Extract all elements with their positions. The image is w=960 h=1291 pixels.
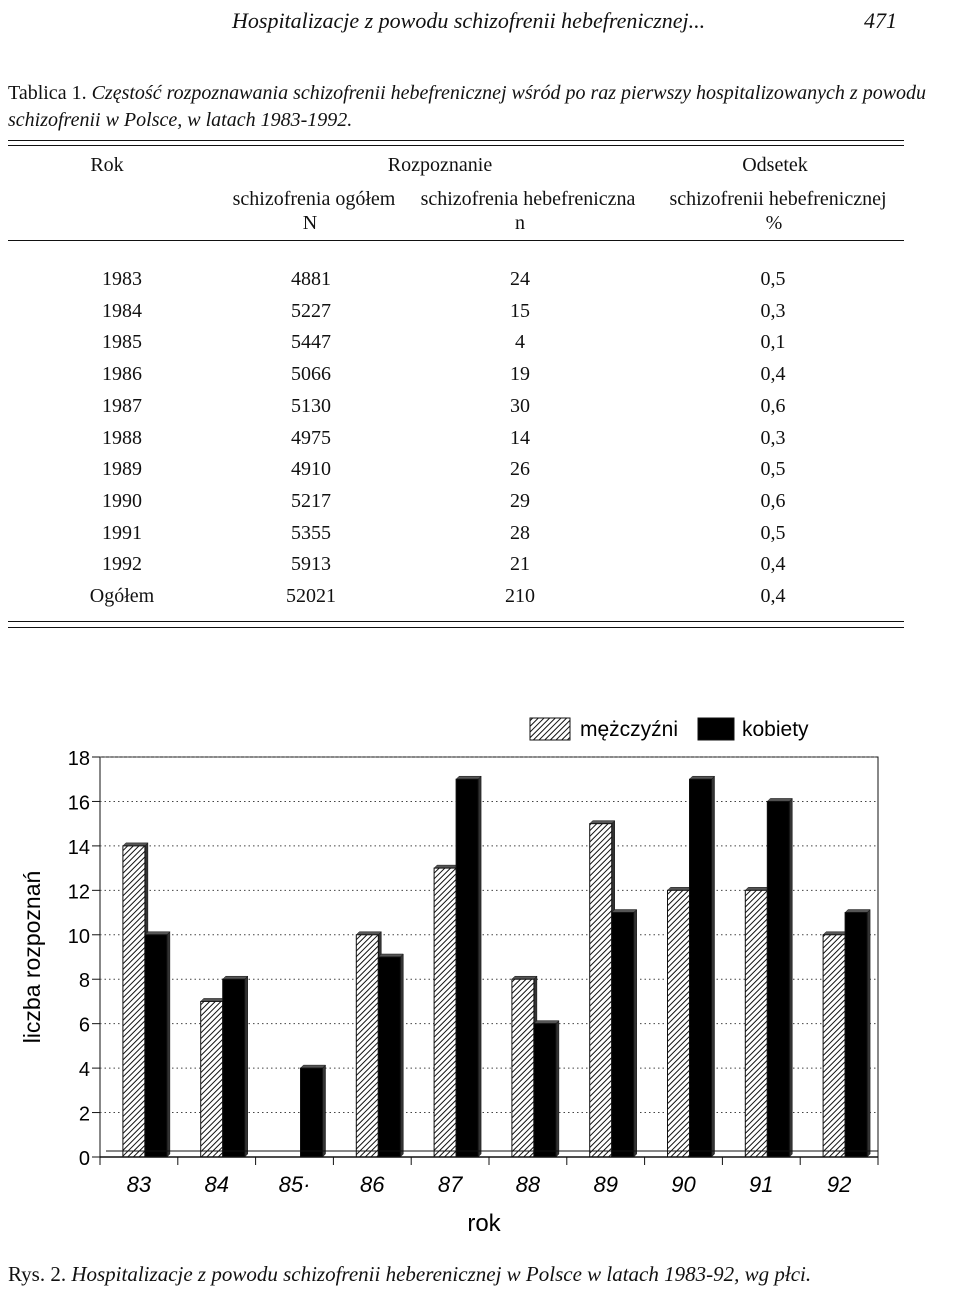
header-diagnosis-group: Rozpoznanie <box>387 154 493 176</box>
cell-hebe: 28 <box>510 521 530 544</box>
figure-label: Rys. 2. <box>8 1262 67 1286</box>
bar-women <box>845 913 867 1157</box>
cell-hebe: 14 <box>510 426 530 449</box>
cell-year: 1985 <box>102 331 142 354</box>
y-tick-label: 4 <box>78 1059 90 1082</box>
bar-men <box>201 1001 223 1157</box>
cell-year: 1983 <box>102 268 142 290</box>
bar-women <box>612 913 634 1157</box>
table-row <box>0 458 960 489</box>
header-hebe-symbol: n <box>515 212 525 234</box>
x-tick-label: 84 <box>204 1172 229 1197</box>
legend-label-women: kobiety <box>742 718 809 741</box>
cell-percent: 0,3 <box>760 299 786 322</box>
y-tick-label: 2 <box>78 1103 90 1126</box>
cell-percent: 0,5 <box>760 458 786 481</box>
cell-total: 5913 <box>291 553 331 576</box>
cell-percent: 0,5 <box>760 521 786 544</box>
cell-year: 1988 <box>102 426 142 449</box>
x-tick-label: 85· <box>278 1172 311 1197</box>
table-top-rule <box>8 140 904 141</box>
x-tick-label: 91 <box>749 1172 774 1197</box>
bar-men <box>356 935 378 1157</box>
table-row <box>0 268 960 299</box>
cell-year: 1989 <box>102 458 142 481</box>
table-bottom-rule-2 <box>8 627 904 628</box>
cell-hebe: 15 <box>510 299 530 322</box>
figure-caption-text: Hospitalizacje z powodu schizofrenii heberenicznej w Polsce w latach 1983-92, wg płci. <box>71 1262 812 1286</box>
legend-swatch-women <box>698 718 734 740</box>
cell-hebe: 210 <box>505 585 535 607</box>
x-axis-label: rok <box>467 1210 501 1237</box>
bar-women <box>223 979 245 1157</box>
bar-men <box>823 935 845 1157</box>
table-row <box>0 331 960 362</box>
cell-hebe: 26 <box>510 458 530 481</box>
legend-swatch-men <box>530 718 570 740</box>
y-tick-label: 18 <box>67 748 90 770</box>
bar-women <box>767 801 789 1157</box>
cell-hebe: 24 <box>510 268 530 290</box>
cell-year: 1990 <box>102 489 142 512</box>
y-tick-label: 6 <box>78 1014 90 1037</box>
y-tick-label: 12 <box>67 881 90 904</box>
header-year: Rok <box>90 154 124 176</box>
cell-total: 5217 <box>291 489 331 512</box>
bar-men <box>745 890 767 1157</box>
cell-year: 1992 <box>102 553 142 576</box>
y-tick-label: 8 <box>78 970 90 993</box>
cell-percent: 0,4 <box>760 363 786 386</box>
header-total: schizofrenia ogółem <box>232 188 396 210</box>
cell-total: 5227 <box>291 299 331 322</box>
running-title: Hospitalizacje z powodu schizofrenii hebefrenicznej... <box>232 8 706 33</box>
cell-year: 1984 <box>102 299 142 322</box>
bar-men <box>512 979 534 1157</box>
legend-label-men: mężczyźni <box>580 718 679 741</box>
y-tick-label: 0 <box>78 1148 90 1170</box>
cell-hebe: 4 <box>515 331 525 354</box>
bar-women <box>690 779 712 1157</box>
cell-total: 5355 <box>291 521 331 544</box>
x-tick-label: 86 <box>360 1172 385 1197</box>
table-caption <box>8 80 938 134</box>
cell-percent: 0,6 <box>760 394 786 417</box>
cell-percent: 0,1 <box>760 331 786 354</box>
x-tick-label: 90 <box>671 1172 696 1197</box>
table-bottom-rule <box>8 621 904 622</box>
table-row <box>0 522 960 553</box>
cell-hebe: 29 <box>510 489 530 512</box>
bar-women <box>378 957 400 1157</box>
cell-total: 5447 <box>291 331 331 354</box>
cell-total: 5130 <box>291 394 331 417</box>
cell-hebe: 30 <box>510 394 530 417</box>
table-row <box>0 395 960 426</box>
page-number: 471 <box>864 8 897 33</box>
table-row <box>0 553 960 584</box>
table-row <box>0 363 960 394</box>
cell-hebe: 19 <box>510 363 530 386</box>
bar-women <box>534 1024 556 1157</box>
cell-total: 5066 <box>291 363 331 386</box>
cell-year: 1987 <box>102 394 142 417</box>
cell-total: 4975 <box>291 426 331 449</box>
cell-total: 4881 <box>291 268 331 290</box>
x-tick-label: 83 <box>126 1172 152 1197</box>
cell-year: 1991 <box>102 521 142 544</box>
bar-men <box>434 868 456 1157</box>
y-tick-label: 10 <box>67 925 90 948</box>
header-hebe: schizofrenia hebefreniczna <box>420 188 636 210</box>
cell-percent: 0,3 <box>760 426 786 449</box>
cell-total: 4910 <box>291 458 331 481</box>
cell-percent: 0,6 <box>760 489 786 512</box>
y-tick-label: 14 <box>67 836 90 859</box>
table-row <box>0 490 960 521</box>
cell-percent: 0,4 <box>760 553 786 576</box>
y-axis-label: liczba rozpoznań <box>19 870 45 1044</box>
bar-women <box>145 935 167 1157</box>
bar-women <box>301 1068 323 1157</box>
cell-percent: 0,5 <box>760 268 786 290</box>
bar-women <box>456 779 478 1157</box>
header-percent-group: Odsetek <box>742 154 808 176</box>
cell-total: 52021 <box>286 585 336 607</box>
header-total-symbol: N <box>302 212 318 234</box>
table-caption-text: Częstość rozpoznawania schizofrenii hebefrenicznej wśród po raz pierwszy hospitalizowanych z powodu schizofrenii w Polsce, w latach 1983-1992. <box>8 82 927 131</box>
bar-men <box>123 846 145 1157</box>
cell-year: 1986 <box>102 363 142 386</box>
table-row <box>0 427 960 458</box>
bar-chart <box>0 690 960 1250</box>
x-tick-label: 89 <box>593 1172 618 1197</box>
table-label: Tablica 1. <box>8 82 87 104</box>
table-top-rule-2 <box>8 145 904 146</box>
header-percent: schizofrenii hebefrenicznej <box>669 188 887 210</box>
bar-men <box>590 824 612 1157</box>
x-tick-label: 92 <box>826 1172 852 1197</box>
x-tick-label: 88 <box>515 1172 541 1197</box>
table-row <box>0 585 960 616</box>
bar-men <box>668 890 690 1157</box>
table-header-rule <box>8 240 904 241</box>
header-percent-symbol: % <box>765 212 783 234</box>
table-row <box>0 300 960 331</box>
figure-caption <box>8 1262 811 1287</box>
y-tick-label: 16 <box>67 792 90 815</box>
x-tick-label: 87 <box>437 1172 463 1197</box>
cell-year: Ogółem <box>89 585 155 607</box>
cell-percent: 0,4 <box>760 585 786 607</box>
cell-hebe: 21 <box>510 553 530 576</box>
